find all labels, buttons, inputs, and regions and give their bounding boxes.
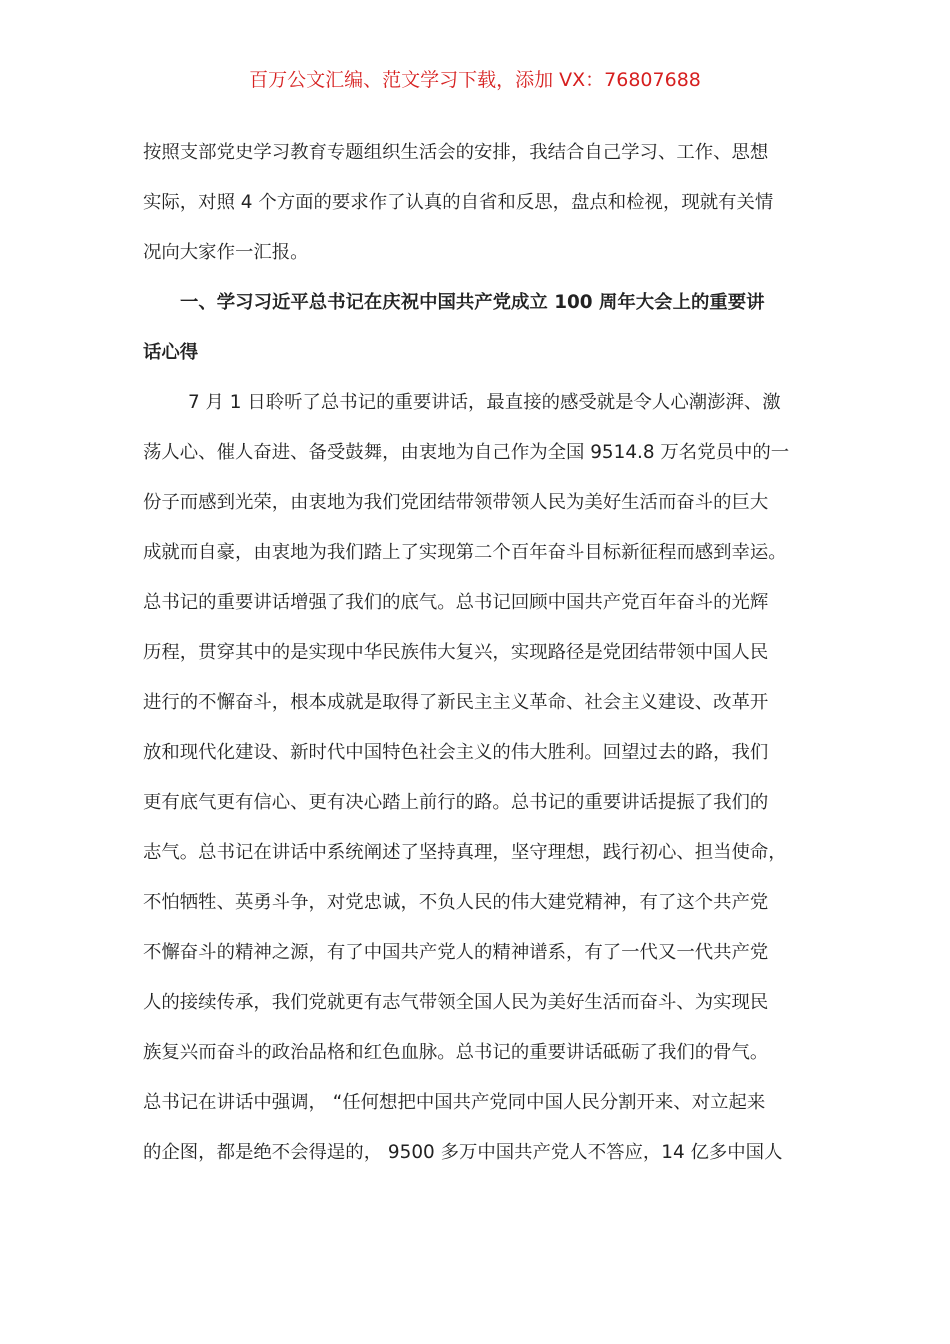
paragraph-line: 历程，贯穿其中的是实现中华民族伟大复兴，实现路径是党团结带领中国人民 bbox=[143, 642, 769, 663]
paragraph-line: 总书记的重要讲话增强了我们的底气。总书记回顾中国共产党百年奋斗的光辉 bbox=[143, 592, 769, 613]
paragraph-line: 7 月 1 日聆听了总书记的重要讲话，最直接的感受就是令人心潮澎湃、激 bbox=[188, 392, 781, 413]
paragraph-line: 不懈奋斗的精神之源，有了中国共产党人的精神谱系，有了一代又一代共产党 bbox=[143, 942, 769, 963]
paragraph-line: 份子而感到光荣，由衷地为我们党团结带领带领人民为美好生活而奋斗的巨大 bbox=[143, 492, 769, 513]
paragraph-line: 人的接续传承，我们党就更有志气带领全国人民为美好生活而奋斗、为实现民 bbox=[143, 992, 769, 1013]
header-banner: 百万公文汇编、范文学习下载，添加 VX：76807688 bbox=[249, 69, 701, 91]
paragraph-line: 按照支部党史学习教育专题组织生活会的安排，我结合自己学习、工作、思想 bbox=[143, 142, 769, 163]
body-text bbox=[143, 128, 807, 1178]
paragraph-line: 成就而自豪，由衷地为我们踏上了实现第二个百年奋斗目标新征程而感到幸运。 bbox=[143, 542, 787, 563]
paragraph-line: 实际，对照 4 个方面的要求作了认真的自省和反思，盘点和检视，现就有关情 bbox=[143, 192, 774, 213]
paragraph-line: 不怕牺牲、英勇斗争，对党忠诚，不负人民的伟大建党精神，有了这个共产党 bbox=[143, 892, 769, 913]
paragraph-line: 族复兴而奋斗的政治品格和红色血脉。总书记的重要讲话砥砺了我们的骨气。 bbox=[143, 1042, 769, 1063]
paragraph-line: 的企图，都是绝不会得逞的， 9500 多万中国共产党人不答应，14 亿多中国人 bbox=[143, 1142, 783, 1163]
paragraph-line: 荡人心、催人奋进、备受鼓舞，由衷地为自己作为全国 9514.8 万名党员中的一 bbox=[143, 442, 790, 463]
paragraph-line: 放和现代化建设、新时代中国特色社会主义的伟大胜利。回望过去的路，我们 bbox=[143, 742, 769, 763]
paragraph-line: 况向大家作一汇报。 bbox=[143, 242, 309, 263]
paragraph-line: 进行的不懈奋斗，根本成就是取得了新民主主义革命、社会主义建设、改革开 bbox=[143, 692, 769, 713]
paragraph-line: 总书记在讲话中强调， “任何想把中国共产党同中国人民分割开来、对立起来 bbox=[143, 1092, 766, 1113]
section-heading-line: 一、学习习近平总书记在庆祝中国共产党成立 100 周年大会上的重要讲 bbox=[180, 292, 765, 313]
section-heading-line: 话心得 bbox=[143, 342, 199, 363]
paragraph-line: 更有底气更有信心、更有决心踏上前行的路。总书记的重要讲话提振了我们的 bbox=[143, 792, 769, 813]
paragraph-line: 志气。总书记在讲话中系统阐述了坚持真理，坚守理想，践行初心、担当使命， bbox=[143, 842, 787, 863]
